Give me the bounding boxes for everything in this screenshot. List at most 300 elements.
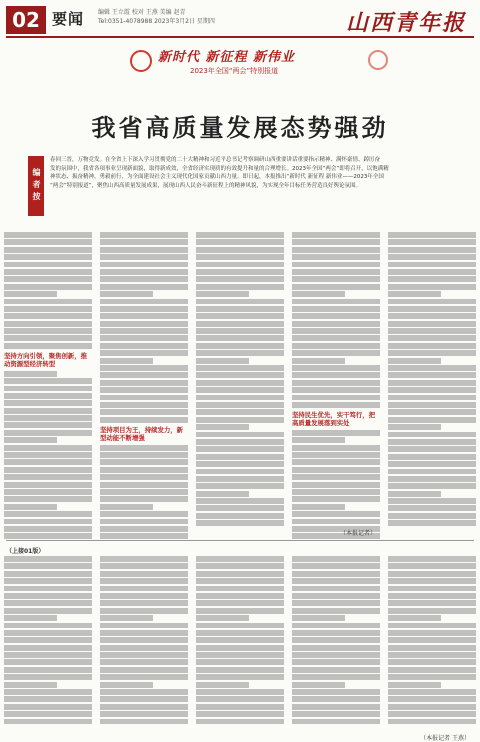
body-text-line [100, 571, 188, 577]
editor-note-line: 春回三晋，万物竞发。在全省上下深入学习贯彻党的二十大精神和习近平总书记考察调研山西重要讲话重要指示精神、满怀豪情、踔厉奋 [50, 157, 381, 163]
body-text-line [292, 402, 380, 408]
body-text-line [4, 630, 92, 636]
body-text-line [100, 563, 188, 569]
body-text-line [4, 474, 92, 480]
body-text-line [292, 637, 380, 643]
editor-note-line: “两会”特别报道”，聚焦山西高质量发展成果，展现山西人民奋斗新征程上的精神风貌，为实现全年目标任务营造良好舆论氛围。 [50, 182, 362, 189]
body-text-line [388, 269, 476, 275]
body-text-line [388, 696, 476, 702]
body-text-line [100, 504, 153, 510]
body-text-line [196, 571, 284, 577]
banner-ring-icon [130, 50, 152, 72]
continued-column-4 [292, 556, 380, 732]
body-text-line [4, 637, 92, 643]
body-text-line [100, 682, 153, 688]
body-text-line [4, 422, 92, 428]
body-text-line [388, 299, 476, 305]
body-text-line [292, 696, 380, 702]
body-text-line [4, 504, 57, 510]
continued-article [4, 556, 476, 732]
body-text-line [292, 291, 345, 297]
body-text-line [388, 491, 441, 497]
body-text-line [100, 409, 188, 415]
body-text-line [388, 439, 476, 445]
body-text-line [196, 630, 284, 636]
body-text-line [196, 335, 284, 341]
body-text-line [100, 335, 188, 341]
body-text-line [196, 387, 284, 393]
body-text-line [292, 482, 380, 488]
body-text-line [196, 615, 249, 621]
body-text-line [4, 704, 92, 710]
body-text-line [292, 452, 380, 458]
body-text-line [388, 586, 476, 592]
body-text-line [4, 306, 92, 312]
body-text-line [196, 491, 249, 497]
body-text-line [100, 511, 188, 517]
body-text-line [196, 417, 284, 423]
body-text-line [388, 520, 476, 526]
body-text-line [196, 239, 284, 245]
body-text-line [196, 505, 284, 511]
body-text-line [196, 358, 249, 364]
body-text-line [4, 335, 92, 341]
body-text-line [4, 608, 92, 614]
body-text-line [292, 578, 380, 584]
body-text-line [196, 586, 284, 592]
body-text-line [196, 276, 284, 282]
body-text-line [388, 409, 476, 415]
article-body [4, 232, 476, 537]
body-text-line [388, 358, 441, 364]
body-text-line [388, 432, 476, 438]
body-text-line [4, 378, 92, 384]
body-text-line [196, 593, 284, 599]
body-text-line [196, 476, 284, 482]
body-text-line [388, 372, 476, 378]
body-text-line [388, 667, 476, 673]
body-text-line [196, 623, 284, 629]
body-text-line [292, 586, 380, 592]
body-text-line [196, 454, 284, 460]
body-text-line [196, 682, 249, 688]
body-text-line [4, 667, 92, 673]
body-text-line [292, 519, 380, 525]
body-text-line [292, 504, 345, 510]
body-text-line [388, 232, 476, 238]
body-text-line [4, 719, 92, 725]
body-text-line [4, 371, 57, 377]
body-text-line [292, 682, 345, 688]
body-text-line [292, 372, 380, 378]
body-text-line [4, 696, 92, 702]
body-text-line [196, 232, 284, 238]
body-text-line [100, 533, 188, 539]
body-text-line [292, 615, 345, 621]
body-text-line [100, 519, 188, 525]
body-text-line [4, 393, 92, 399]
continued-tag: （上接01版） [6, 548, 45, 555]
body-text-line [4, 239, 92, 245]
body-text-line [292, 387, 380, 393]
article-byline: （本报记者） [339, 530, 376, 537]
body-text-line [100, 645, 188, 651]
body-text-line [196, 667, 284, 673]
body-text-line [196, 520, 284, 526]
body-text-line [4, 659, 92, 665]
banner-slogan: 新时代 新征程 新伟业 [158, 50, 296, 65]
body-text-line [388, 600, 476, 606]
body-text-line [196, 350, 284, 356]
body-text-line [4, 452, 92, 458]
body-text-line [100, 578, 188, 584]
article-column-1 [4, 232, 92, 537]
body-text-line [196, 299, 284, 305]
subheading: 坚持项目为王，持续发力，新型动能不断增强 [100, 425, 184, 442]
body-text-line [100, 284, 188, 290]
body-text-line [388, 247, 476, 253]
body-text-line [292, 365, 380, 371]
body-text-line [388, 402, 476, 408]
body-text-line [292, 358, 345, 364]
body-text-line [4, 321, 92, 327]
body-text-line [100, 652, 188, 658]
body-text-line [100, 365, 188, 371]
body-text-line [196, 284, 284, 290]
body-text-line [100, 704, 188, 710]
body-text-line [4, 343, 92, 349]
body-text-line [4, 689, 92, 695]
body-text-line [4, 496, 92, 502]
body-text-line [292, 313, 380, 319]
body-text-line [4, 533, 92, 539]
article-column-3 [196, 232, 284, 537]
body-text-line [100, 276, 188, 282]
body-text-line [292, 667, 380, 673]
banner-subtitle: 2023年全国“两会”特别报道 [190, 67, 279, 75]
body-text-line [196, 696, 284, 702]
body-text-line [4, 489, 92, 495]
body-text-line [388, 313, 476, 319]
body-text-line [4, 578, 92, 584]
body-text-line [4, 254, 92, 260]
body-text-line [100, 445, 188, 451]
article-column-2 [100, 232, 188, 537]
body-text-line [292, 608, 380, 614]
body-text-line [196, 645, 284, 651]
body-text-line [388, 704, 476, 710]
body-text-line [292, 459, 380, 465]
body-text-line [4, 600, 92, 606]
body-text-line [196, 659, 284, 665]
body-text-line [4, 467, 92, 473]
body-text-line [196, 439, 284, 445]
body-text-line [100, 637, 188, 643]
body-text-line [388, 483, 476, 489]
body-text-line [196, 328, 284, 334]
body-text-line [292, 563, 380, 569]
body-text-line [196, 711, 284, 717]
masthead-rule [6, 36, 474, 38]
body-text-line [100, 474, 188, 480]
editor-note-text [50, 156, 460, 190]
main-headline: 我省高质量发展态势强劲 [91, 113, 389, 142]
body-text-line [196, 321, 284, 327]
body-text-line [4, 262, 92, 268]
editor-credits: 编辑 王立霞 校对 王燕 美编 赵青 [98, 9, 186, 16]
body-text-line [196, 424, 249, 430]
body-text-line [292, 321, 380, 327]
editor-note-line: 神状态、振奋精神、勇毅前行，为全面建设社会主义现代化国家贡献山西力量。即日起，本报推出“新时代 新征程 新伟业——2023年全国 [50, 174, 384, 181]
body-text-line [388, 578, 476, 584]
body-text-line [292, 335, 380, 341]
body-text-line [4, 623, 92, 629]
body-text-line [4, 674, 92, 680]
body-text-line [196, 365, 284, 371]
banner-ring-icon-right [368, 50, 388, 70]
body-text-line [100, 593, 188, 599]
body-text-line [292, 652, 380, 658]
body-text-line [196, 402, 284, 408]
body-text-line [100, 600, 188, 606]
body-text-line [4, 430, 92, 436]
body-text-line [388, 262, 476, 268]
special-report-banner [130, 46, 390, 82]
body-text-line [100, 321, 188, 327]
body-text-line [388, 563, 476, 569]
body-text-line [196, 652, 284, 658]
continued-column-3 [196, 556, 284, 732]
body-text-line [292, 395, 380, 401]
body-text-line [4, 269, 92, 275]
body-text-line [4, 556, 92, 562]
editor-note [28, 156, 460, 224]
body-text-line [100, 586, 188, 592]
body-text-line [4, 328, 92, 334]
body-text-line [100, 608, 188, 614]
body-text-line [100, 306, 188, 312]
body-text-line [100, 262, 188, 268]
body-text-line [292, 276, 380, 282]
body-text-line [388, 328, 476, 334]
section-title: 要闻 [52, 10, 85, 28]
body-text-line [388, 674, 476, 680]
body-text-line [388, 254, 476, 260]
editor-note-tag: 编者按 [28, 156, 44, 216]
body-text-line [4, 511, 92, 517]
body-text-line [292, 711, 380, 717]
body-text-line [292, 343, 380, 349]
body-text-line [388, 630, 476, 636]
body-text-line [196, 469, 284, 475]
article-column-5 [388, 232, 476, 537]
body-text-line [4, 232, 92, 238]
body-text-line [388, 424, 441, 430]
body-text-line [100, 395, 188, 401]
body-text-line [100, 667, 188, 673]
body-text-line [292, 496, 380, 502]
body-text-line [196, 608, 284, 614]
body-text-line [4, 645, 92, 651]
body-text-line [292, 247, 380, 253]
body-text-line [196, 254, 284, 260]
body-text-line [4, 711, 92, 717]
body-text-line [292, 719, 380, 725]
masthead-meta [98, 8, 215, 26]
issue-date: Tel:0351-4078988 2023年3月2日 星期四 [98, 18, 215, 25]
body-text-line [196, 269, 284, 275]
body-text-line [388, 469, 476, 475]
body-text-line [292, 659, 380, 665]
body-text-line [292, 674, 380, 680]
body-text-line [388, 476, 476, 482]
body-text-line [100, 313, 188, 319]
body-text-line [196, 432, 284, 438]
body-text-line [388, 343, 476, 349]
body-text-line [388, 645, 476, 651]
body-text-line [196, 578, 284, 584]
body-text-line [4, 482, 92, 488]
body-text-line [4, 247, 92, 253]
body-text-line [388, 291, 441, 297]
body-text-line [196, 556, 284, 562]
body-text-line [388, 505, 476, 511]
body-text-line [196, 446, 284, 452]
body-text-line [388, 556, 476, 562]
body-text-line [388, 454, 476, 460]
body-text-line [100, 328, 188, 334]
body-text-line [388, 498, 476, 504]
body-text-line [100, 489, 188, 495]
body-text-line [4, 386, 92, 392]
continued-column-2 [100, 556, 188, 732]
body-text-line [388, 417, 476, 423]
body-text-line [100, 417, 188, 423]
body-text-line [388, 239, 476, 245]
continued-column-1 [4, 556, 92, 732]
body-text-line [292, 430, 380, 436]
body-text-line [196, 461, 284, 467]
body-text-line [196, 313, 284, 319]
section-divider [6, 540, 474, 541]
body-text-line [196, 498, 284, 504]
body-text-line [4, 415, 92, 421]
body-text-line [4, 408, 92, 414]
body-text-line [388, 682, 441, 688]
body-text-line [4, 291, 57, 297]
body-text-line [388, 461, 476, 467]
subheading: 坚持方向引领，聚焦创新，推动资源型经济转型 [4, 351, 88, 368]
body-text-line [292, 437, 345, 443]
body-text-line [388, 387, 476, 393]
body-text-line [388, 637, 476, 643]
body-text-line [196, 343, 284, 349]
body-text-line [196, 513, 284, 519]
body-text-line [100, 482, 188, 488]
body-text-line [292, 380, 380, 386]
body-text-line [4, 284, 92, 290]
body-text-line [100, 350, 188, 356]
body-text-line [388, 380, 476, 386]
body-text-line [292, 630, 380, 636]
body-text-line [4, 526, 92, 532]
body-text-line [292, 254, 380, 260]
body-text-line [388, 711, 476, 717]
body-text-line [100, 556, 188, 562]
subheading: 坚持民生优先，实干笃行，把高质量发展落到实处 [292, 410, 376, 427]
article-column-4 [292, 232, 380, 537]
body-text-line [100, 623, 188, 629]
body-text-line [196, 689, 284, 695]
body-text-line [292, 600, 380, 606]
body-text-line [292, 239, 380, 245]
body-text-line [100, 630, 188, 636]
body-text-line [388, 593, 476, 599]
body-text-line [292, 445, 380, 451]
body-text-line [196, 247, 284, 253]
body-text-line [100, 467, 188, 473]
body-text-line [100, 343, 188, 349]
body-text-line [100, 254, 188, 260]
body-text-line [388, 306, 476, 312]
body-text-line [196, 306, 284, 312]
body-text-line [388, 571, 476, 577]
body-text-line [196, 409, 284, 415]
body-text-line [388, 623, 476, 629]
body-text-line [292, 511, 380, 517]
body-text-line [388, 321, 476, 327]
body-text-line [196, 483, 284, 489]
body-text-line [388, 513, 476, 519]
body-text-line [4, 586, 92, 592]
body-text-line [4, 276, 92, 282]
body-text-line [4, 682, 57, 688]
body-text-line [388, 689, 476, 695]
body-text-line [292, 262, 380, 268]
body-text-line [100, 402, 188, 408]
body-text-line [292, 645, 380, 651]
body-text-line [196, 372, 284, 378]
body-text-line [4, 313, 92, 319]
newspaper-logo: 山西青年报 [345, 10, 466, 36]
body-text-line [196, 563, 284, 569]
body-text-line [100, 358, 153, 364]
body-text-line [100, 387, 188, 393]
body-text-line [388, 395, 476, 401]
body-text-line [388, 284, 476, 290]
body-text-line [196, 380, 284, 386]
body-text-line [100, 674, 188, 680]
body-text-line [196, 719, 284, 725]
body-text-line [4, 459, 92, 465]
body-text-line [196, 637, 284, 643]
body-text-line [196, 291, 249, 297]
body-text-line [292, 350, 380, 356]
body-text-line [292, 306, 380, 312]
editor-note-line: 发的氛围中，我省各项事业呈现新面貌，取得新成效，全省经济实现质的有效提升和量的合理增长。2023年全国“两会”即将召开，以饱满精 [50, 165, 389, 172]
body-text-line [100, 719, 188, 725]
body-text-line [100, 659, 188, 665]
body-text-line [100, 459, 188, 465]
body-text-line [4, 437, 57, 443]
body-text-line [100, 232, 188, 238]
body-text-line [4, 400, 92, 406]
body-text-line [196, 262, 284, 268]
body-text-line [388, 446, 476, 452]
body-text-line [196, 704, 284, 710]
body-text-line [388, 659, 476, 665]
continued-column-5 [388, 556, 476, 732]
